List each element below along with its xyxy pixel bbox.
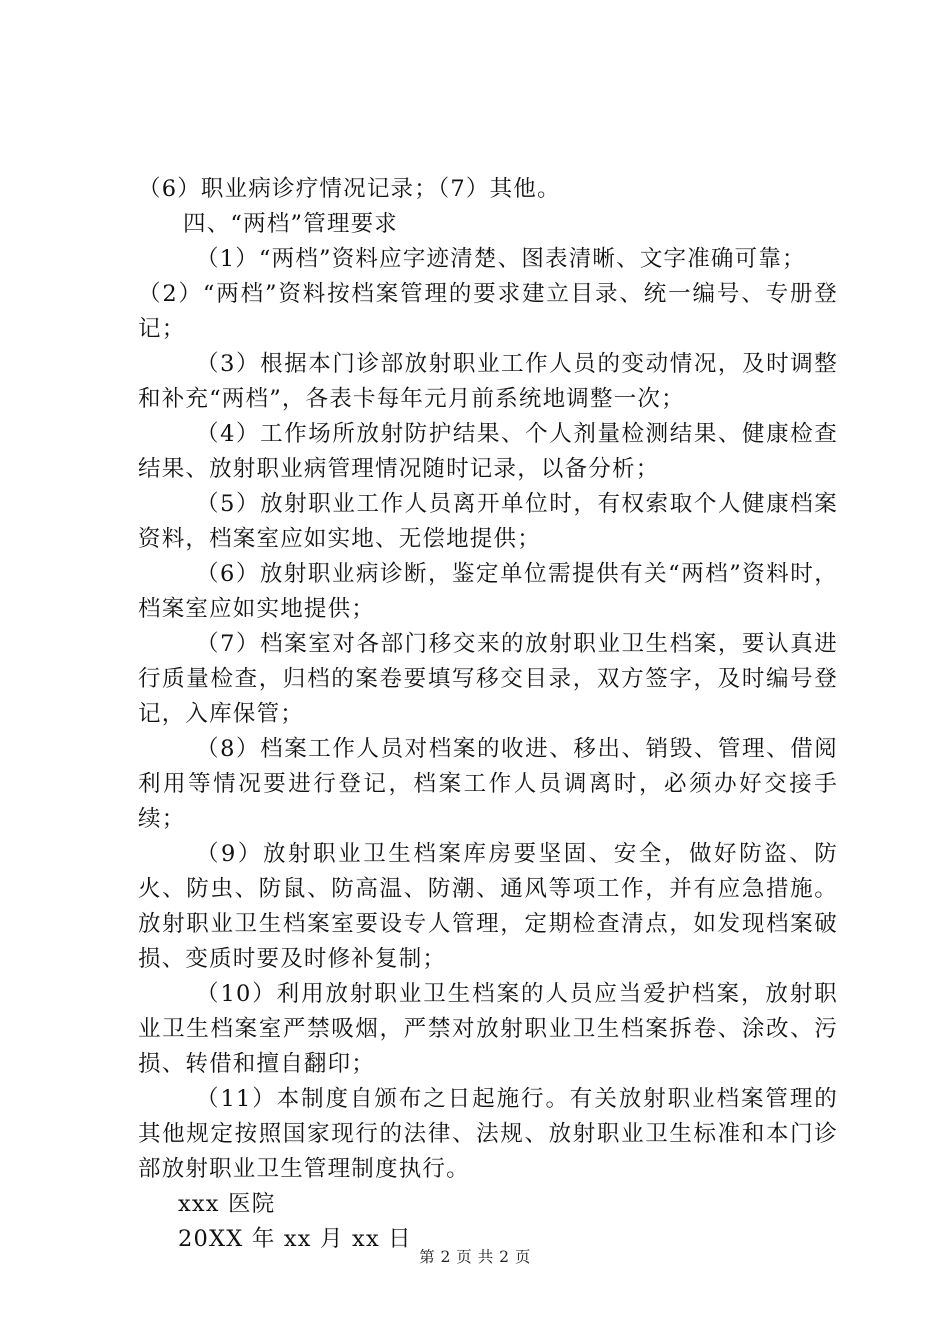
requirement-7: （7）档案室对各部门移交来的放射职业卫生档案，要认真进行质量检查，归档的案卷要填写移交目录，双方签字，及时编号登记，入库保管；: [138, 631, 838, 727]
paragraph-item-6-7: （6）职业病诊疗情况记录；（7）其他。: [138, 176, 561, 202]
requirement-4: （4）工作场所放射防护结果、个人剂量检测结果、健康检查结果、放射职业病管理情况随时记录，以备分析；: [138, 421, 838, 482]
signature-date: 20XX 年 xx 月 xx 日: [178, 1226, 412, 1252]
document-body: [138, 172, 838, 1257]
page-footer: 第 2 页 共 2 页: [419, 1248, 531, 1266]
requirement-5: （5）放射职业工作人员离开单位时，有权索取个人健康档案资料，档案室应如实地、无偿地提供；: [138, 491, 838, 552]
requirement-9: （9）放射职业卫生档案库房要坚固、安全，做好防盗、防火、防虫、防鼠、防高温、防潮、通风等项工作，并有应急措施。放射职业卫生档案室要设专人管理，定期检查清点，如发现档案破损、变质时要及时修补复制；: [138, 841, 838, 972]
requirement-6: （6）放射职业病诊断，鉴定单位需提供有关“两档”资料时，档案室应如实地提供；: [138, 561, 838, 622]
requirement-8: （8）档案工作人员对档案的收进、移出、销毁、管理、借阅利用等情况要进行登记，档案工作人员调离时，必须办好交接手续；: [138, 736, 838, 832]
requirement-11: （11）本制度自颁布之日起施行。有关放射职业档案管理的其他规定按照国家现行的法律、法规、放射职业卫生标准和本门诊部放射职业卫生管理制度执行。: [138, 1086, 838, 1182]
requirement-1: （1）“两档”资料应字迹清楚、图表清晰、文字准确可靠；: [196, 246, 806, 272]
requirement-3: （3）根据本门诊部放射职业工作人员的变动情况，及时调整和补充“两档”，各表卡每年元月前系统地调整一次；: [138, 351, 838, 412]
signature-org: xxx 医院: [178, 1191, 276, 1217]
requirement-10: （10）利用放射职业卫生档案的人员应当爱护档案，放射职业卫生档案室严禁吸烟，严禁对放射职业卫生档案拆卷、涂改、污损、转借和擅自翻印；: [138, 981, 838, 1077]
section-heading: 四、“两档”管理要求: [183, 211, 399, 237]
requirement-2: （2）“两档”资料按档案管理的要求建立目录、统一编号、专册登记；: [138, 281, 838, 342]
